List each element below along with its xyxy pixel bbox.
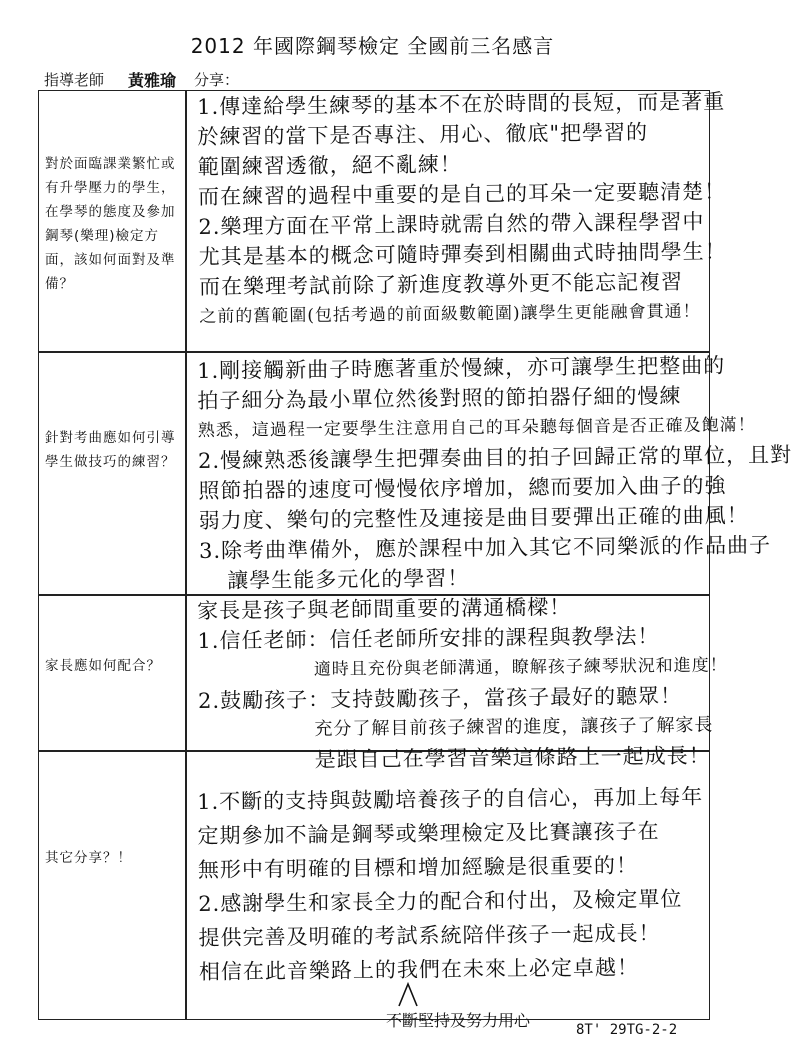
answer-line: 提供完善及明確的考試系統陪伴孩子一起成長！ <box>198 921 661 950</box>
column-divider <box>185 90 187 1019</box>
question-3: 家長應如何配合？ <box>45 658 161 674</box>
answer-line: 1.傳達給學生練琴的基本不在於時間的長短，而是著重 <box>197 89 726 119</box>
question-4: 其它分享？！ <box>45 850 132 866</box>
answer-line: 3.除考曲準備外，應於課程中加入其它不同樂派的作品曲子 <box>198 532 772 563</box>
share-label: 分享： <box>194 71 240 89</box>
inserted-note: 不斷堅持及努力用心 <box>386 1011 531 1030</box>
answer-4 <box>197 780 707 989</box>
answer-line: 適時且充份與老師溝通，瞭解孩子練琴狀況和進度！ <box>313 655 728 680</box>
page-title: 2012 年國際鋼琴檢定 全國前三名感言 <box>190 34 555 58</box>
answer-line: 1.剛接觸新曲子時應著重於慢練，亦可讓學生把整曲的 <box>197 353 726 383</box>
question-2: 針對考曲應如何引導學生做技巧的練習？ <box>45 430 176 470</box>
answer-line: 2.慢練熟悉後讓學生把彈奏曲目的拍子回歸正常的單位，且對 <box>197 442 793 473</box>
answer-line: 讓學生能多元化的學習！ <box>227 566 470 593</box>
answer-line: 1.信任老師：信任老師所安排的課程與教學法！ <box>197 624 660 653</box>
answer-line: 於練習的當下是否專注、用心、徹底"把學習的 <box>197 120 649 149</box>
question-1: 對於面臨課業繁忙或有升學壓力的學生，在學琴的態度及參加鋼琴(樂理)檢定方面，該如何面對及準備？ <box>45 156 176 292</box>
answer-line: 而在練習的過程中重要的是自己的耳朵一定要聽清楚！ <box>197 179 727 209</box>
answer-line: 家長是孩子與老師間重要的溝通橋樑！ <box>197 595 572 623</box>
teacher-name: 黃雅瑜 <box>128 71 177 90</box>
answer-line: 熟悉，這過程一定要學生注意用自己的耳朵聽每個音是否正確及飽滿！ <box>197 415 756 441</box>
answer-line: 2.樂理方面在平常上課時就需自然的帶入課程學習中 <box>198 209 705 239</box>
answer-line: 尤其是基本的概念可隨時彈奏到相關曲式時抽問學生！ <box>198 239 727 269</box>
answer-line: 照節拍器的速度可慢慢依序增加，總而要加入曲子的強 <box>198 473 727 503</box>
answer-1 <box>197 87 727 332</box>
answer-line: 弱力度、樂句的完整性及連接是曲目要彈出正確的曲風！ <box>198 503 749 533</box>
answer-line: 而在樂理考試前除了新進度教導外更不能忘記複習 <box>198 269 684 299</box>
answer-line: 拍子細分為最小單位然後對照的節拍器仔細的慢練 <box>197 383 682 413</box>
answer-line: 之前的舊範圍(包括考過的前面級數範圍)讓學生更能融會貫通！ <box>199 301 701 327</box>
answer-line: 相信在此音樂路上的我們在未來上必定卓越！ <box>198 955 640 984</box>
answer-line: 充分了解目前孩子練習的進度，讓孩子了解家長 <box>314 714 714 740</box>
answer-line: 1.不斷的支持與鼓勵培養孩子的自信心，再加上每年 <box>197 784 704 814</box>
answer-line: 是跟自己在學習音樂這條路上一起成長！ <box>314 743 711 772</box>
answer-line: 範圍練習透徹，絕不亂練！ <box>197 152 462 179</box>
answer-line: 無形中有明確的目標和增加經驗是很重要的！ <box>197 853 638 882</box>
teacher-label: 指導老師 <box>44 71 105 89</box>
answer-line: 2.鼓勵孩子：支持鼓勵孩子，當孩子最好的聽眾！ <box>197 683 683 713</box>
answer-line: 定期參加不論是鋼琴或樂理檢定及比賽讓孩子在 <box>197 819 660 848</box>
insertion-caret-icon <box>397 982 419 1008</box>
qa-table <box>38 89 793 1020</box>
answer-2 <box>197 351 793 596</box>
document-code: 8T' 29TG-2-2 <box>576 1022 678 1038</box>
answer-line: 2.感謝學生和家長全力的配合和付出，及檢定單位 <box>198 886 683 916</box>
answer-3 <box>197 591 728 776</box>
